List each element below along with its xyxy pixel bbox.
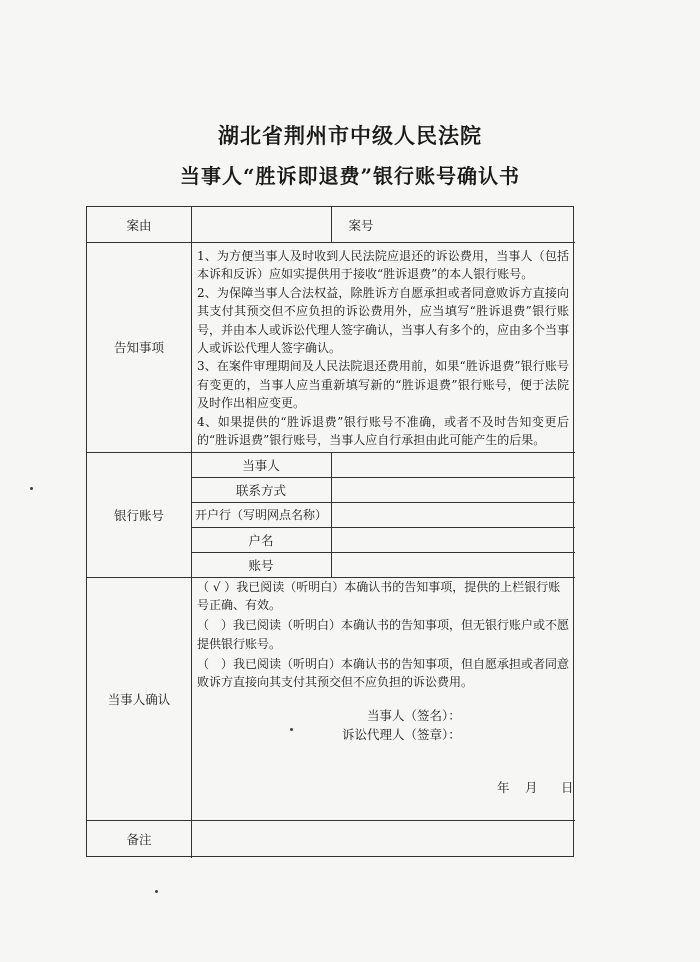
notice-item: 1、为方便当事人及时收到人民法院应退还的诉讼费用，当事人（包括本诉和反诉）应如实提供用于接收“胜诉退费”的本人银行账号。 <box>197 249 569 282</box>
confirm-option-self-bear[interactable]: （ ）我已阅读（听明白）本确认书的告知事项，但自愿承担或者同意败诉方直接向其支付其预交但不应负担的诉讼费用。 <box>197 656 570 690</box>
scan-speck <box>290 728 293 731</box>
bank-account-label: 银行账号 <box>113 507 164 523</box>
date-month-label: 月 <box>525 780 538 795</box>
remarks-value[interactable] <box>191 820 575 858</box>
confirmation-form <box>86 206 574 857</box>
case-no-value[interactable] <box>391 207 575 242</box>
document-title: 当事人“胜诉即退费”银行账号确认书 <box>179 164 520 188</box>
notice-items <box>191 247 575 449</box>
confirm-option-checked[interactable]: （ √ ）我已阅读（听明白）本确认书的告知事项，提供的上栏银行账号正确、有效。 <box>197 580 561 613</box>
bank-field-number-value[interactable] <box>331 552 575 577</box>
bank-field-party-value[interactable] <box>331 452 575 477</box>
scan-speck <box>155 890 158 893</box>
bank-field-contact-value[interactable] <box>331 477 575 502</box>
confirm-option-no-account[interactable]: （ ）我已阅读（听明白）本确认书的告知事项，但无银行账户或不愿提供银行账号。 <box>197 618 570 651</box>
scan-speck <box>30 487 33 490</box>
party-signature-label: 当事人（签名）： <box>367 708 461 723</box>
notice-item: 4、如果提供的“胜诉退费”银行账号不准确，或者不及时告知变更后的“胜诉退费”银行账号，当事人应自行承担由此可能产生的后果。 <box>197 414 569 448</box>
case-no-label: 案号 <box>348 217 374 233</box>
bank-field-holder-label: 户名 <box>248 532 274 548</box>
notice-label: 告知事项 <box>113 340 164 355</box>
court-name: 湖北省荆州市中级人民法院 <box>218 123 482 148</box>
bank-field-bank-value[interactable] <box>331 502 575 527</box>
bank-field-contact-label: 联系方式 <box>235 482 286 498</box>
case-reason-value[interactable] <box>191 207 331 242</box>
date-year-label: 年 <box>497 780 510 795</box>
bank-field-number-label: 账号 <box>248 557 274 573</box>
notice-item: 2、为保障当事人合法权益，除胜诉方自愿承担或者同意败诉方直接向其支付其预交但不应负担的诉讼费用外，应当填写“胜诉退费”银行账号，并由本人或诉讼代理人签字确认，当事人有多个的，应由多个当事人或诉讼代理人签字确认。 <box>197 285 570 356</box>
date-day-label: 日 <box>561 780 574 795</box>
agent-signature-label: 诉讼代理人（签章）： <box>342 727 461 742</box>
party-confirm-label: 当事人确认 <box>107 691 171 707</box>
remarks-label: 备注 <box>126 832 152 847</box>
bank-field-holder-value[interactable] <box>331 527 575 552</box>
confirm-options <box>191 578 575 693</box>
bank-field-bank-label: 开户行（写明网点名称） <box>194 508 327 522</box>
bank-field-party-label: 当事人 <box>242 457 280 473</box>
case-reason-label: 案由 <box>126 217 152 233</box>
notice-item: 3、在案件审理期间及人民法院退还费用前，如果“胜诉退费”银行账号有变更的，当事人应当重新填写新的“胜诉退费”银行账号，便于法院及时作出相应变更。 <box>197 359 569 411</box>
